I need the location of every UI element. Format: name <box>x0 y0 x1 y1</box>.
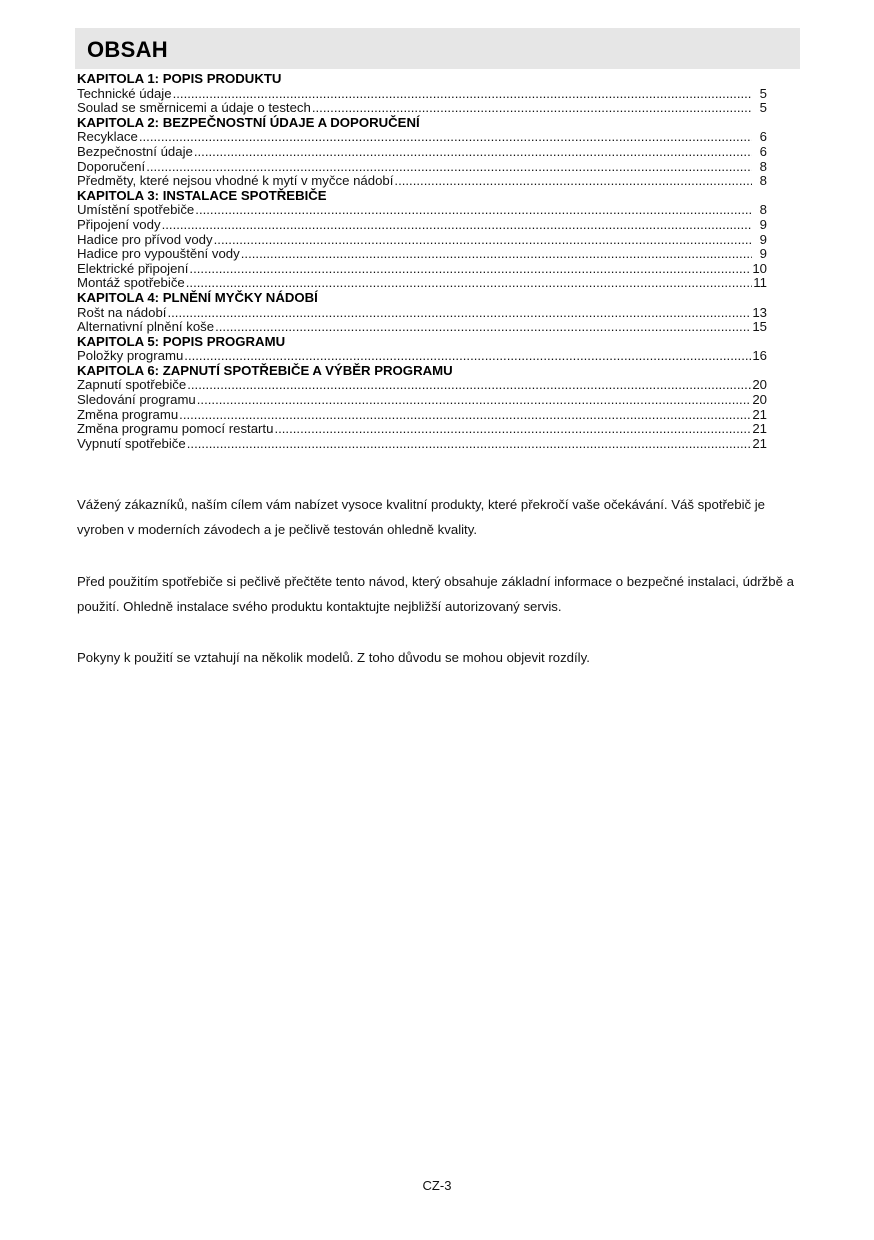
toc-entry-page: 9 <box>759 231 767 247</box>
toc-dot-leader <box>394 174 752 189</box>
toc-entry-page: 10 <box>752 260 767 276</box>
toc-entry-label: Umístění spotřebiče <box>77 202 195 218</box>
toc-entry[interactable] <box>77 349 767 364</box>
toc-entry-page: 21 <box>752 435 767 451</box>
toc-entry[interactable] <box>77 233 767 248</box>
page-number: CZ-3 <box>422 1178 452 1193</box>
toc-entry-label: Změna programu pomocí restartu <box>77 421 274 437</box>
toc-chapter-heading: KAPITOLA 3: INSTALACE SPOTŘEBIČE <box>77 187 327 203</box>
toc-entry-page: 21 <box>752 406 767 422</box>
toc-entry-label: Zapnutí spotřebiče <box>77 377 187 393</box>
toc-entry-label: Technické údaje <box>77 85 172 101</box>
intro-paragraph-1: Vážený zákazníků, naším cílem vám nabízet vysoce kvalitní produkty, které překročí vaše očekávání. Váš spotřebič je vyroben v moderních závodech a je pečlivě testován ohledně kvality. <box>77 497 766 537</box>
toc-entry[interactable] <box>77 276 767 291</box>
toc-entry[interactable] <box>77 174 767 189</box>
toc-entry[interactable] <box>77 160 767 175</box>
toc-entry-label: Položky programu <box>77 348 184 364</box>
toc-dot-leader <box>312 101 752 116</box>
toc-entry[interactable] <box>77 437 767 452</box>
toc-chapter-heading: KAPITOLA 1: POPIS PRODUKTU <box>77 71 282 86</box>
toc-entry-page: 20 <box>752 392 767 408</box>
toc-entry[interactable] <box>77 422 767 437</box>
toc-entry[interactable] <box>77 378 767 393</box>
toc-entry-page: 8 <box>759 202 767 218</box>
toc-entry-page: 21 <box>752 421 767 437</box>
toc-entry-page: 20 <box>752 377 767 393</box>
toc-dot-leader <box>139 130 752 145</box>
intro-paragraph-3: Pokyny k použití se vztahují na několik modelů. Z toho důvodu se mohou objevit rozdíly. <box>77 650 590 665</box>
toc-entry-label: Sledování programu <box>77 392 196 408</box>
toc-entry-page: 15 <box>752 319 767 335</box>
toc-entry-label: Elektrické připojení <box>77 260 189 276</box>
toc-chapter-heading: KAPITOLA 4: PLNĚNÍ MYČKY NÁDOBÍ <box>77 289 318 305</box>
toc-entry-label: Hadice pro přívod vody <box>77 231 213 247</box>
toc-entry-page: 5 <box>759 100 767 116</box>
toc-entry-label: Předměty, které nejsou vhodné k mytí v myčce nádobí <box>77 173 394 189</box>
toc-entry-page: 9 <box>759 216 767 232</box>
toc-entry[interactable] <box>77 145 767 160</box>
toc-chapter-heading: KAPITOLA 6: ZAPNUTÍ SPOTŘEBIČE A VÝBĚR PROGRAMU <box>77 362 453 378</box>
toc-dot-leader <box>195 203 752 218</box>
toc-entry-page: 16 <box>752 348 767 364</box>
page-title: OBSAH <box>87 37 168 62</box>
toc-entry[interactable] <box>77 218 767 233</box>
toc-entry[interactable] <box>77 247 767 262</box>
toc-entry-label: Vypnutí spotřebiče <box>77 435 186 451</box>
toc-chapter-heading: KAPITOLA 5: POPIS PROGRAMU <box>77 333 286 349</box>
toc-entry-page: 11 <box>753 275 767 291</box>
toc-entry[interactable] <box>77 320 767 335</box>
toc-entry-page: 5 <box>759 85 767 101</box>
toc-entry-label: Změna programu <box>77 406 179 422</box>
toc-dot-leader <box>162 218 752 233</box>
toc-entry[interactable] <box>77 306 767 321</box>
toc-dot-leader <box>167 306 751 321</box>
toc-entry-label: Připojení vody <box>77 216 161 232</box>
toc-entry-label: Hadice pro vypouštění vody <box>77 246 240 262</box>
toc-dot-leader <box>186 276 752 291</box>
toc-dot-leader <box>197 393 752 408</box>
toc-entry-label: Bezpečnostní údaje <box>77 143 193 159</box>
toc-entry-page: 6 <box>759 129 767 145</box>
toc-dot-leader <box>146 160 752 175</box>
toc-dot-leader <box>214 233 752 248</box>
toc-entry-page: 8 <box>759 173 767 189</box>
intro-paragraph-2: Před použitím spotřebiče si pečlivě přečtěte tento návod, který obsahuje základní informace o bezpečné instalaci, údržbě a použití. Ohledně instalace svého produktu kontaktujte nejbližší autorizovaný servis. <box>77 574 794 614</box>
toc-dot-leader <box>179 408 751 423</box>
toc-dot-leader <box>215 320 751 335</box>
toc-entry[interactable] <box>77 262 767 277</box>
toc-entry-page: 6 <box>759 143 767 159</box>
toc-entry[interactable] <box>77 87 767 102</box>
toc-dot-leader <box>194 145 752 160</box>
toc-chapter-heading: KAPITOLA 2: BEZPEČNOSTNÍ ÚDAJE A DOPORUČENÍ <box>77 114 420 130</box>
toc-dot-leader <box>187 378 751 393</box>
toc-dot-leader <box>173 87 752 102</box>
toc-entry[interactable] <box>77 130 767 145</box>
toc-entry-label: Recyklace <box>77 129 138 145</box>
toc-entry-label: Soulad se směrnicemi a údaje o testech <box>77 100 311 116</box>
toc-entry-page: 8 <box>759 158 767 174</box>
toc-entry-label: Alternativní plnění koše <box>77 319 215 335</box>
table-of-contents <box>77 72 767 451</box>
toc-dot-leader <box>184 349 751 364</box>
header-bar <box>75 28 800 69</box>
toc-dot-leader <box>241 247 752 262</box>
toc-entry-label: Montáž spotřebiče <box>77 275 185 291</box>
toc-entry-page: 9 <box>759 246 767 262</box>
toc-entry[interactable] <box>77 203 767 218</box>
toc-entry-page: 13 <box>752 304 767 320</box>
toc-dot-leader <box>189 262 751 277</box>
toc-dot-leader <box>187 437 752 452</box>
toc-entry-label: Rošt na nádobí <box>77 304 167 320</box>
toc-entry[interactable] <box>77 393 767 408</box>
toc-dot-leader <box>274 422 751 437</box>
toc-entry[interactable] <box>77 408 767 423</box>
toc-entry[interactable] <box>77 101 767 116</box>
toc-entry-label: Doporučení <box>77 158 146 174</box>
